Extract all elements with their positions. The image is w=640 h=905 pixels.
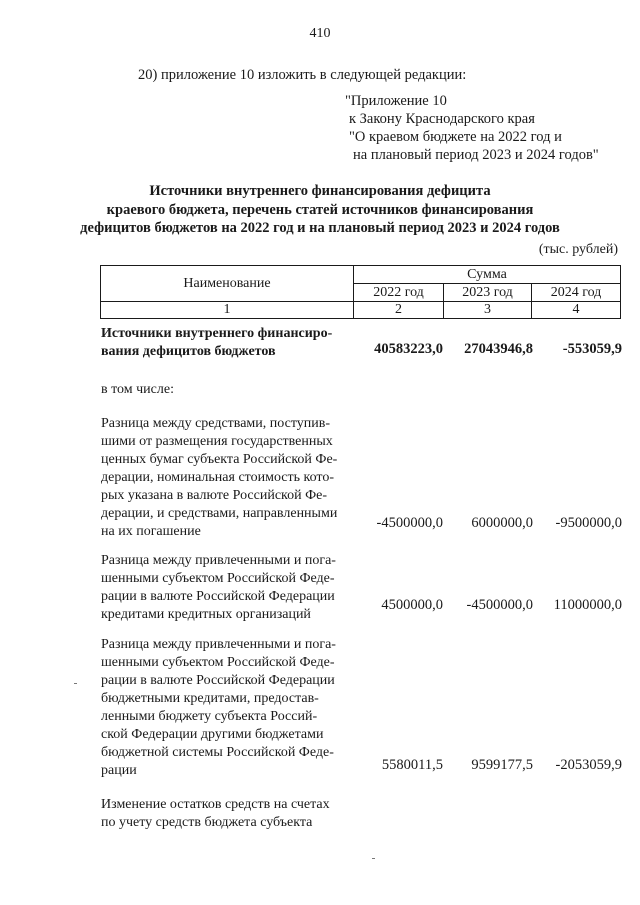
column-number: 4 xyxy=(532,302,621,319)
appendix-header xyxy=(345,92,599,164)
document-title xyxy=(0,182,640,238)
title-line: дефицитов бюджетов на 2022 год и на плановый период 2023 и 2024 годов xyxy=(80,220,560,236)
row-label-line: вания дефицитов бюджетов xyxy=(101,344,276,359)
row-label-line: шенными субъектом Российской Феде- xyxy=(101,571,335,586)
row-label-line: рации xyxy=(101,763,137,778)
row-label-line: на их погашение xyxy=(101,524,201,539)
column-number: 3 xyxy=(444,302,532,319)
row-label-line: по учету средств бюджета субъекта xyxy=(101,815,313,830)
year-header: 2023 год xyxy=(444,284,532,302)
year-header: 2024 год xyxy=(532,284,621,302)
column-name-header: Наименование xyxy=(101,266,354,302)
value-2022: 5580011,5 xyxy=(381,757,443,773)
value-2023: -4500000,0 xyxy=(466,597,533,613)
table-row xyxy=(101,552,361,624)
value-2023: 9599177,5 xyxy=(471,757,533,773)
row-label-line: кредитами кредитных организаций xyxy=(101,607,311,622)
value-2024: -553059,9 xyxy=(562,341,622,357)
value-2022: 4500000,0 xyxy=(381,597,443,613)
row-label-line: ленными бюджету субъекта Россий- xyxy=(101,709,318,724)
row-label-line: ценных бумаг субъекта Российской Фе- xyxy=(101,452,338,467)
year-header: 2022 год xyxy=(354,284,444,302)
value-2024: 11000000,0 xyxy=(553,597,622,613)
units-note: (тыс. рублей) xyxy=(538,242,618,257)
title-line: краевого бюджета, перечень статей источников финансирования xyxy=(106,201,534,218)
row-label-line: рации в валюте Российской Федерации xyxy=(101,673,335,688)
intro-paragraph: 20) приложение 10 изложить в следующей редакции: xyxy=(138,67,467,83)
table-header xyxy=(100,265,621,319)
title-line: Источники внутреннего финансирования дефицита xyxy=(149,183,491,199)
appendix-line: "О краевом бюджете на 2022 год и xyxy=(349,129,562,145)
table-row xyxy=(101,415,361,541)
table-row xyxy=(101,325,361,361)
row-label-line: Источники внутреннего финансиро- xyxy=(101,326,333,341)
value-2024: -9500000,0 xyxy=(555,515,622,531)
row-label-line: шенными субъектом Российской Феде- xyxy=(101,655,335,670)
scan-speck xyxy=(372,858,375,859)
column-number: 2 xyxy=(354,302,444,319)
row-label-line: ской Федерации другими бюджетами xyxy=(101,727,324,742)
row-label-line: бюджетными кредитами, предостав- xyxy=(101,691,319,706)
row-label-line: Разница между привлеченными и пога- xyxy=(101,553,336,568)
appendix-line: "Приложение 10 xyxy=(345,93,447,109)
row-label-line: Изменение остатков средств на счетах xyxy=(101,797,330,812)
row-label-line: Разница между средствами, поступив- xyxy=(101,416,331,431)
value-2022: -4500000,0 xyxy=(376,515,443,531)
table-row xyxy=(101,636,361,780)
value-2023: 6000000,0 xyxy=(471,515,533,531)
value-2022: 40583223,0 xyxy=(374,341,443,357)
value-2024: -2053059,9 xyxy=(555,757,622,773)
including-label: в том числе: xyxy=(101,382,174,397)
table-row xyxy=(101,796,361,832)
appendix-line: на плановый период 2023 и 2024 годов" xyxy=(353,147,599,163)
column-number: 1 xyxy=(101,302,354,319)
appendix-line: к Закону Краснодарского края xyxy=(349,111,535,127)
row-label-line: шими от размещения государственных xyxy=(101,434,333,449)
scan-speck xyxy=(74,683,77,684)
page-number: 410 xyxy=(309,26,331,41)
column-sum-header: Сумма xyxy=(354,266,621,284)
row-label-line: бюджетной системы Российской Феде- xyxy=(101,745,334,760)
row-label-line: Разница между привлеченными и пога- xyxy=(101,637,336,652)
value-2023: 27043946,8 xyxy=(464,341,533,357)
row-label-line: рации в валюте Российской Федерации xyxy=(101,589,335,604)
row-label-line: дерации, номинальная стоимость кото- xyxy=(101,470,335,485)
row-label-line: рых указана в валюте Российской Фе- xyxy=(101,488,328,503)
row-label-line: дерации, и средствами, направленными xyxy=(101,506,338,521)
